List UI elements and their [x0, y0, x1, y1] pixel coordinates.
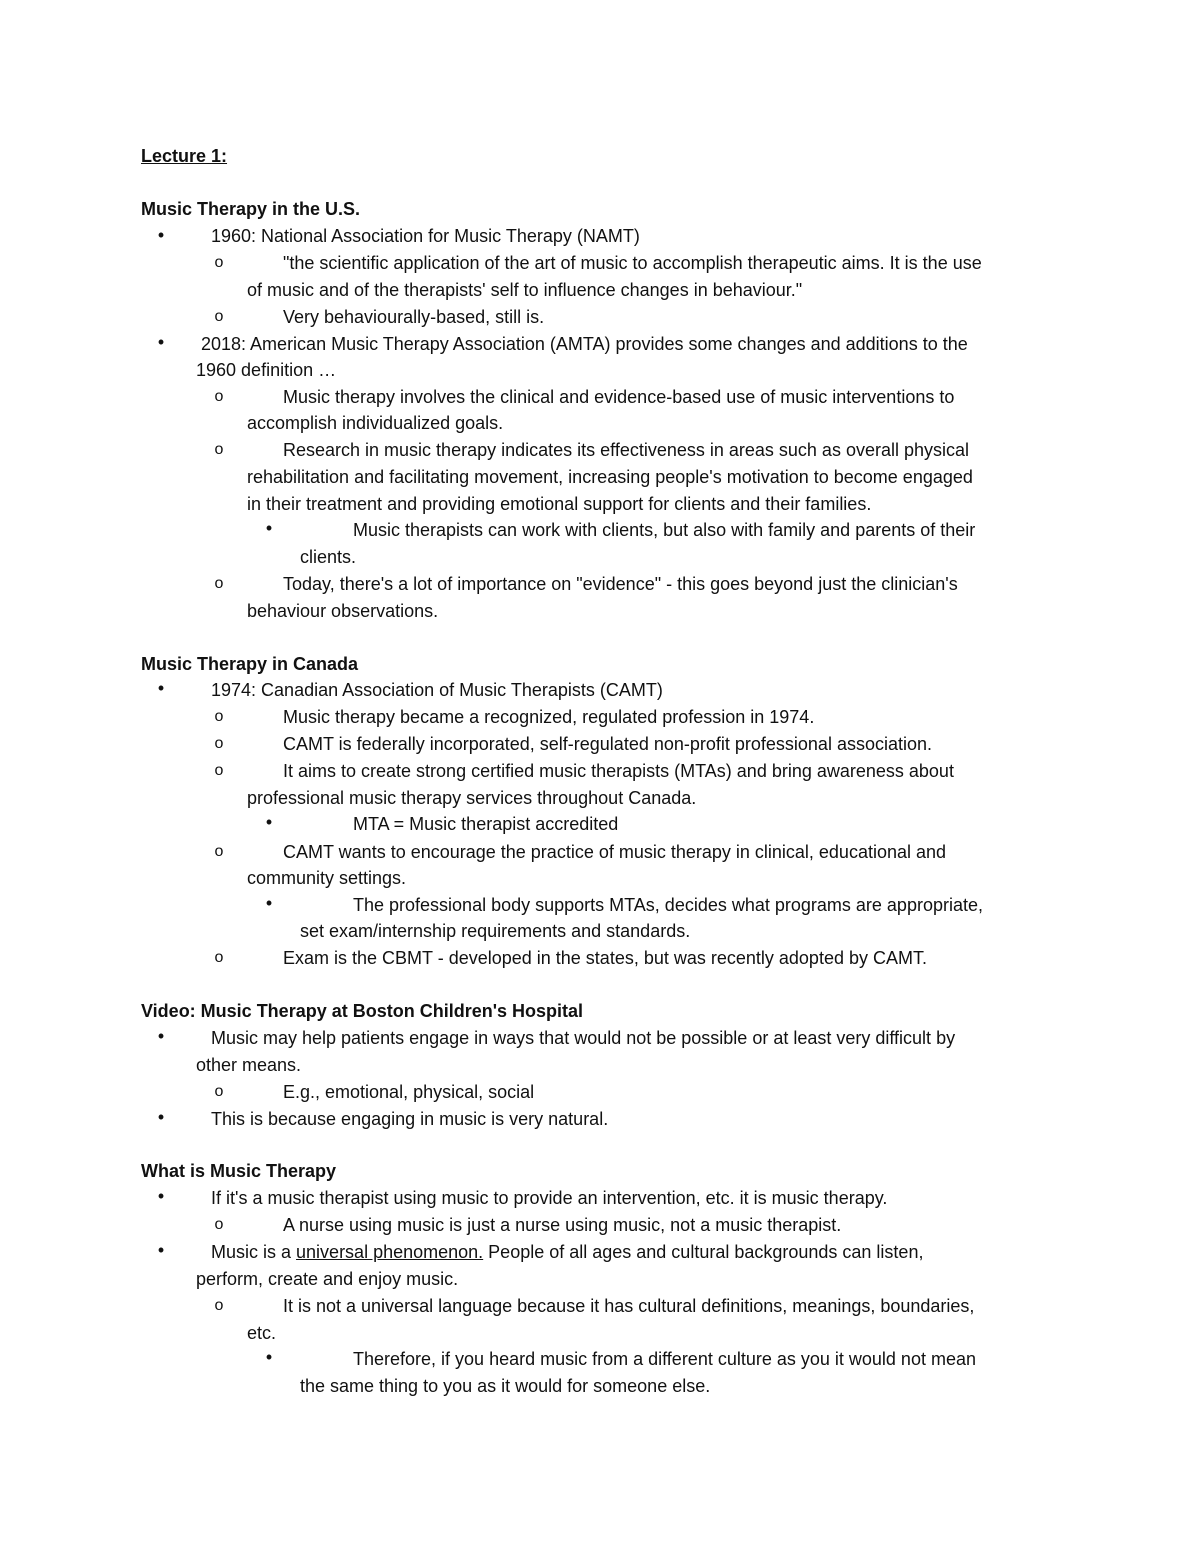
list-item-continuation: professional music therapy services throughout Canada.	[247, 788, 697, 808]
list-item: If it's a music therapist using music to provide an intervention, etc. it is music therapy.	[211, 1188, 888, 1208]
list-item: "the scientific application of the art of music to accomplish therapeutic aims. It is the use	[283, 253, 982, 273]
circle-marker: o	[214, 254, 224, 271]
list-item-continuation: the same thing to you as it would for someone else.	[300, 1376, 711, 1396]
section-heading-what-is: What is Music Therapy	[141, 1161, 337, 1181]
list-item: CAMT wants to encourage the practice of music therapy in clinical, educational and	[283, 842, 947, 862]
list-item: The professional body supports MTAs, decides what programs are appropriate,	[353, 895, 983, 915]
list-item-continuation: clients.	[300, 547, 357, 567]
text-run: Music is a	[211, 1242, 297, 1262]
list-item: Therefore, if you heard music from a different culture as you it would not mean	[353, 1349, 976, 1369]
circle-marker: o	[214, 1083, 224, 1100]
bullet-marker: •	[157, 678, 165, 698]
list-item: E.g., emotional, physical, social	[283, 1082, 535, 1102]
bullet-marker: •	[157, 225, 165, 245]
bullet-marker: •	[157, 1186, 165, 1206]
list-item: Music therapy became a recognized, regulated profession in 1974.	[283, 707, 815, 727]
list-item-continuation: in their treatment and providing emotional support for clients and their families.	[247, 494, 872, 514]
list-item-continuation: rehabilitation and facilitating movement, increasing people's motivation to become engaged	[247, 467, 973, 487]
list-item-continuation: of music and of the therapists' self to influence changes in behaviour."	[247, 280, 803, 300]
circle-marker: o	[214, 308, 224, 325]
circle-marker: o	[214, 575, 224, 592]
circle-marker: o	[214, 1297, 224, 1314]
list-item-continuation: behaviour observations.	[247, 601, 439, 621]
list-item	[211, 1240, 923, 1264]
list-item-continuation: set exam/internship requirements and standards.	[300, 921, 691, 941]
bullet-marker: •	[265, 1347, 273, 1367]
bullet-marker: •	[265, 518, 273, 538]
list-item: It is not a universal language because it has cultural definitions, meanings, boundaries,	[283, 1296, 975, 1316]
list-item-continuation: accomplish individualized goals.	[247, 413, 504, 433]
list-item: Very behaviourally-based, still is.	[283, 307, 545, 327]
list-item: 2018: American Music Therapy Association (AMTA) provides some changes and additions to the	[201, 334, 968, 354]
circle-marker: o	[214, 388, 224, 405]
bullet-marker: •	[157, 1240, 165, 1260]
underlined-term: universal phenomenon.	[296, 1242, 484, 1262]
page-title: Lecture 1:	[141, 146, 228, 166]
circle-marker: o	[214, 708, 224, 725]
list-item-continuation: community settings.	[247, 868, 407, 888]
list-item-continuation: other means.	[196, 1055, 302, 1075]
circle-marker: o	[214, 762, 224, 779]
text-run: People of all ages and cultural backgrounds can listen,	[483, 1242, 924, 1262]
list-item: CAMT is federally incorporated, self-regulated non-profit professional association.	[283, 734, 932, 754]
bullet-marker: •	[157, 1026, 165, 1046]
list-item: 1974: Canadian Association of Music Therapists (CAMT)	[211, 680, 663, 700]
bullet-marker: •	[265, 893, 273, 913]
list-item: MTA = Music therapist accredited	[353, 814, 619, 834]
list-item: Music therapy involves the clinical and evidence-based use of music interventions to	[283, 387, 955, 407]
section-heading-us: Music Therapy in the U.S.	[141, 199, 361, 219]
list-item: 1960: National Association for Music Therapy (NAMT)	[211, 226, 640, 246]
list-item: Music may help patients engage in ways that would not be possible or at least very difficult by	[211, 1028, 956, 1048]
circle-marker: o	[214, 441, 224, 458]
list-item: This is because engaging in music is very natural.	[211, 1109, 609, 1129]
bullet-marker: •	[157, 332, 165, 352]
circle-marker: o	[214, 843, 224, 860]
list-item: Exam is the CBMT - developed in the states, but was recently adopted by CAMT.	[283, 948, 927, 968]
circle-marker: o	[214, 949, 224, 966]
circle-marker: o	[214, 1216, 224, 1233]
list-item: Today, there's a lot of importance on "evidence" - this goes beyond just the clinician's	[283, 574, 958, 594]
bullet-marker: •	[157, 1107, 165, 1127]
list-item: A nurse using music is just a nurse using music, not a music therapist.	[283, 1215, 842, 1235]
list-item: Music therapists can work with clients, but also with family and parents of their	[353, 520, 976, 540]
list-item-continuation: etc.	[247, 1323, 277, 1343]
list-item: It aims to create strong certified music therapists (MTAs) and bring awareness about	[283, 761, 954, 781]
section-heading-canada: Music Therapy in Canada	[141, 654, 359, 674]
list-item-continuation: 1960 definition …	[196, 360, 337, 380]
section-heading-video: Video: Music Therapy at Boston Children's Hospital	[141, 1001, 584, 1021]
list-item: Research in music therapy indicates its effectiveness in areas such as overall physical	[283, 440, 969, 460]
circle-marker: o	[214, 735, 224, 752]
bullet-marker: •	[265, 812, 273, 832]
list-item-continuation: perform, create and enjoy music.	[196, 1269, 459, 1289]
